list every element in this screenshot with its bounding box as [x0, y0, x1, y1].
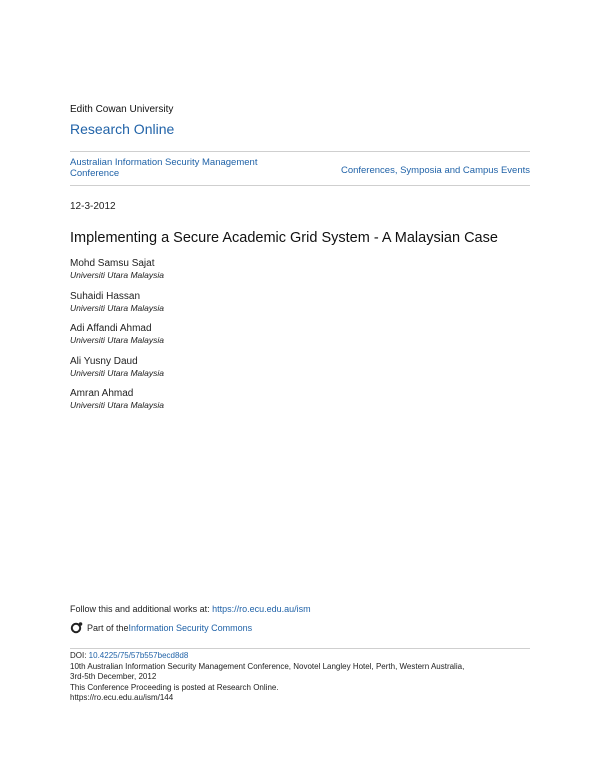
posted-notice: This Conference Proceeding is posted at Research Online. — [70, 682, 279, 692]
author-name: Mohd Samsu Sajat — [70, 258, 155, 269]
record-url: https://ro.ecu.edu.au/ism/144 — [70, 693, 174, 702]
top-divider — [70, 151, 530, 152]
author-entry — [70, 290, 470, 314]
doi-line — [70, 651, 540, 662]
author-affiliation: Universiti Utara Malaysia — [70, 302, 164, 313]
author-name: Amran Ahmad — [70, 388, 134, 399]
author-affiliation: Universiti Utara Malaysia — [70, 367, 164, 378]
author-name: Suhaidi Hassan — [70, 290, 141, 302]
follow-prefix: Follow this and additional works at: — [70, 604, 213, 614]
author-affiliation: Universiti Utara Malaysia — [70, 400, 164, 410]
partof-prefix: Part of the — [87, 623, 129, 633]
author-list — [70, 257, 470, 420]
collection-link-events[interactable]: Conferences, Symposia and Campus Events — [340, 165, 530, 176]
doi-label: DOI: — [70, 651, 89, 660]
part-of-line — [70, 622, 252, 634]
author-name: Adi Affandi Ahmad — [70, 323, 152, 334]
author-entry — [70, 322, 470, 346]
author-affiliation: Universiti Utara Malaysia — [70, 335, 164, 345]
author-entry — [70, 257, 470, 281]
doi-link[interactable]: 10.4225/75/57b557becd8d8 — [88, 651, 189, 660]
citation-date-line: 3rd-5th December, 2012 — [70, 672, 157, 681]
author-entry — [70, 355, 470, 379]
commons-network-icon — [70, 622, 83, 634]
collections-divider — [70, 185, 530, 186]
author-name: Ali Yusny Daud — [70, 355, 138, 367]
author-entry — [70, 387, 470, 411]
paper-title: Implementing a Secure Academic Grid System - A Malaysian Case — [70, 230, 498, 246]
commons-link[interactable]: Information Security Commons — [128, 623, 253, 633]
publication-date: 12-3-2012 — [70, 201, 116, 212]
citation-block — [70, 651, 540, 704]
citation-line: 10th Australian Information Security Management Conference, Novotel Langley Hotel, Perth, Western Australia, — [70, 661, 465, 671]
footer-divider — [70, 648, 530, 649]
follow-link[interactable]: https://ro.ecu.edu.au/ism — [212, 604, 311, 614]
follow-line — [70, 604, 311, 614]
institution-name: Edith Cowan University — [70, 104, 174, 115]
repository-link[interactable]: Research Online — [70, 121, 175, 137]
author-affiliation: Universiti Utara Malaysia — [70, 270, 164, 280]
collection-link-conference[interactable]: Australian Information Security Management Conference — [70, 157, 258, 179]
